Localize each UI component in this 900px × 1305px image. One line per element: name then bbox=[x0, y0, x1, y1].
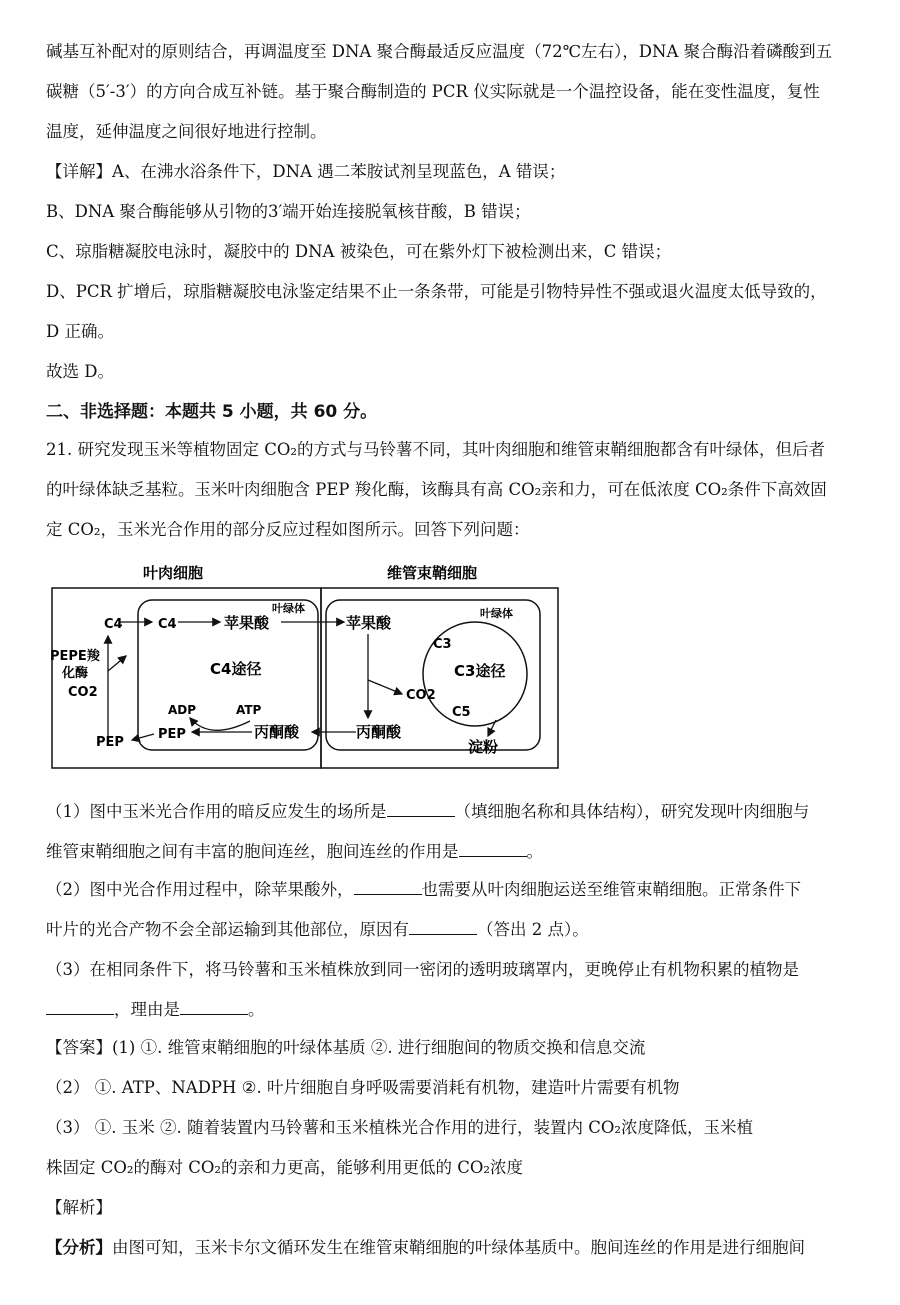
line-1: 碱基互补配对的原则结合，再调温度至 DNA 聚合酶最适反应温度（72℃左右），DNA 聚合酶沿着磷酸到五 bbox=[46, 42, 833, 61]
analysis-heading: 【解析】 bbox=[46, 1198, 112, 1217]
detail-d: D、PCR 扩增后，琼脂糖凝胶电泳鉴定结果不止一条条带，可能是引物特异性不强或退火温度太低导致的， bbox=[46, 282, 827, 301]
blank bbox=[387, 802, 455, 817]
photosynthesis-diagram bbox=[40, 556, 560, 771]
detail-d-cont: D 正确。 bbox=[46, 322, 114, 341]
c5-label: C5 bbox=[452, 705, 471, 720]
malate-2: 苹果酸 bbox=[346, 614, 392, 632]
co2-right: CO2 bbox=[406, 688, 436, 703]
pepc-label-2: 化酶 bbox=[62, 666, 89, 681]
pepc-label-1: PEPE羧 bbox=[50, 649, 100, 664]
detail-b: B、DNA 聚合酶能够从引物的3′端开始连接脱氧核苷酸，B 错误； bbox=[46, 202, 531, 221]
c4-inner: C4 bbox=[158, 617, 177, 632]
malate-1: 苹果酸 bbox=[224, 614, 270, 632]
mesophyll-cell bbox=[52, 588, 321, 768]
pyruvate-1: 丙酮酸 bbox=[254, 723, 300, 741]
section-heading: 二、非选择题：本题共 5 小题，共 60 分。 bbox=[46, 402, 378, 422]
pyruvate-2: 丙酮酸 bbox=[356, 723, 402, 741]
sub2-line-1: （2）图中光合作用过程中，除苹果酸外， 也需要从叶肉细胞运送至维管束鞘细胞。正常条件下 bbox=[46, 880, 801, 899]
sub2-line-2: 叶片的光合产物不会全部运输到其他部位，原因有 （答出 2 点）。 bbox=[46, 920, 589, 939]
sub1-line-2: 维管束鞘细胞之间有丰富的胞间连丝，胞间连丝的作用是 。 bbox=[46, 842, 543, 861]
line-2: 碳糖（5′-3′）的方向合成互补链。基于聚合酶制造的 PCR 仪实际就是一个温控设备，能在变性温度，复性 bbox=[46, 82, 820, 101]
pep-inner: PEP bbox=[158, 727, 186, 742]
answer-3: （3） ①. 玉米 ②. 随着装置内马铃薯和玉米植株光合作用的进行，装置内 CO₂浓度降低，玉米植 bbox=[46, 1118, 753, 1137]
line-3: 温度，延伸温度之间很好地进行控制。 bbox=[46, 122, 327, 141]
blank bbox=[459, 842, 527, 857]
q21-line-3: 定 CO₂，玉米光合作用的部分反应过程如图所示。回答下列问题： bbox=[46, 520, 530, 539]
chloroplast-label-1: 叶绿体 bbox=[272, 602, 305, 615]
analysis-text: 【分析】由图可知，玉米卡尔文循环发生在维管束鞘细胞的叶绿体基质中。胞间连丝的作用是进行细胞间 bbox=[46, 1238, 805, 1257]
blank bbox=[354, 880, 422, 895]
choose-answer: 故选 D。 bbox=[46, 362, 114, 381]
blank bbox=[46, 1000, 114, 1015]
adp-label: ADP bbox=[168, 703, 197, 717]
co2-left: CO2 bbox=[68, 685, 98, 700]
blank bbox=[180, 1000, 248, 1015]
sub3-line-1: （3）在相同条件下，将马铃薯和玉米植株放到同一密闭的透明玻璃罩内，更晚停止有机物积累的植物是 bbox=[46, 960, 799, 979]
mesophyll-title: 叶肉细胞 bbox=[143, 564, 204, 582]
c4-outer: C4 bbox=[104, 617, 123, 632]
q21-line-2: 的叶绿体缺乏基粒。玉米叶肉细胞含 PEP 羧化酶，该酶具有高 CO₂亲和力，可在低浓度 CO₂条件下高效固 bbox=[46, 480, 827, 499]
chloroplast-label-2: 叶绿体 bbox=[480, 607, 513, 620]
starch-label: 淀粉 bbox=[468, 738, 499, 756]
pep-outer: PEP bbox=[96, 735, 124, 750]
answer-2: （2） ①. ATP、NADPH ②. 叶片细胞自身呼吸需要消耗有机物，建造叶片需要有机物 bbox=[46, 1078, 680, 1097]
answer-3-cont: 株固定 CO₂的酶对 CO₂的亲和力更高，能够利用更低的 CO₂浓度 bbox=[46, 1158, 524, 1177]
sub3-line-2: ，理由是 。 bbox=[46, 998, 864, 1022]
c3-label: C3 bbox=[433, 637, 452, 652]
detail-a: 【详解】A、在沸水浴条件下，DNA 遇二苯胺试剂呈现蓝色，A 错误； bbox=[46, 162, 566, 181]
c3-pathway: C3途径 bbox=[454, 662, 506, 680]
sub1-line-1: （1）图中玉米光合作用的暗反应发生的场所是 （填细胞名称和具体结构），研究发现叶肉细胞与 bbox=[46, 802, 810, 821]
detail-c: C、琼脂糖凝胶电泳时，凝胶中的 DNA 被染色，可在紫外灯下被检测出来，C 错误； bbox=[46, 242, 672, 261]
blank bbox=[409, 920, 477, 935]
q21-line-1: 21. 研究发现玉米等植物固定 CO₂的方式与马铃薯不同，其叶肉细胞和维管束鞘细胞都含有叶绿体，但后者 bbox=[46, 440, 825, 459]
c4-pathway: C4途径 bbox=[210, 660, 262, 678]
sheath-title: 维管束鞘细胞 bbox=[387, 564, 478, 582]
atp-label: ATP bbox=[236, 703, 262, 717]
answer-1: 【答案】(1) ①. 维管束鞘细胞的叶绿体基质 ②. 进行细胞间的物质交换和信息交流 bbox=[46, 1038, 646, 1057]
